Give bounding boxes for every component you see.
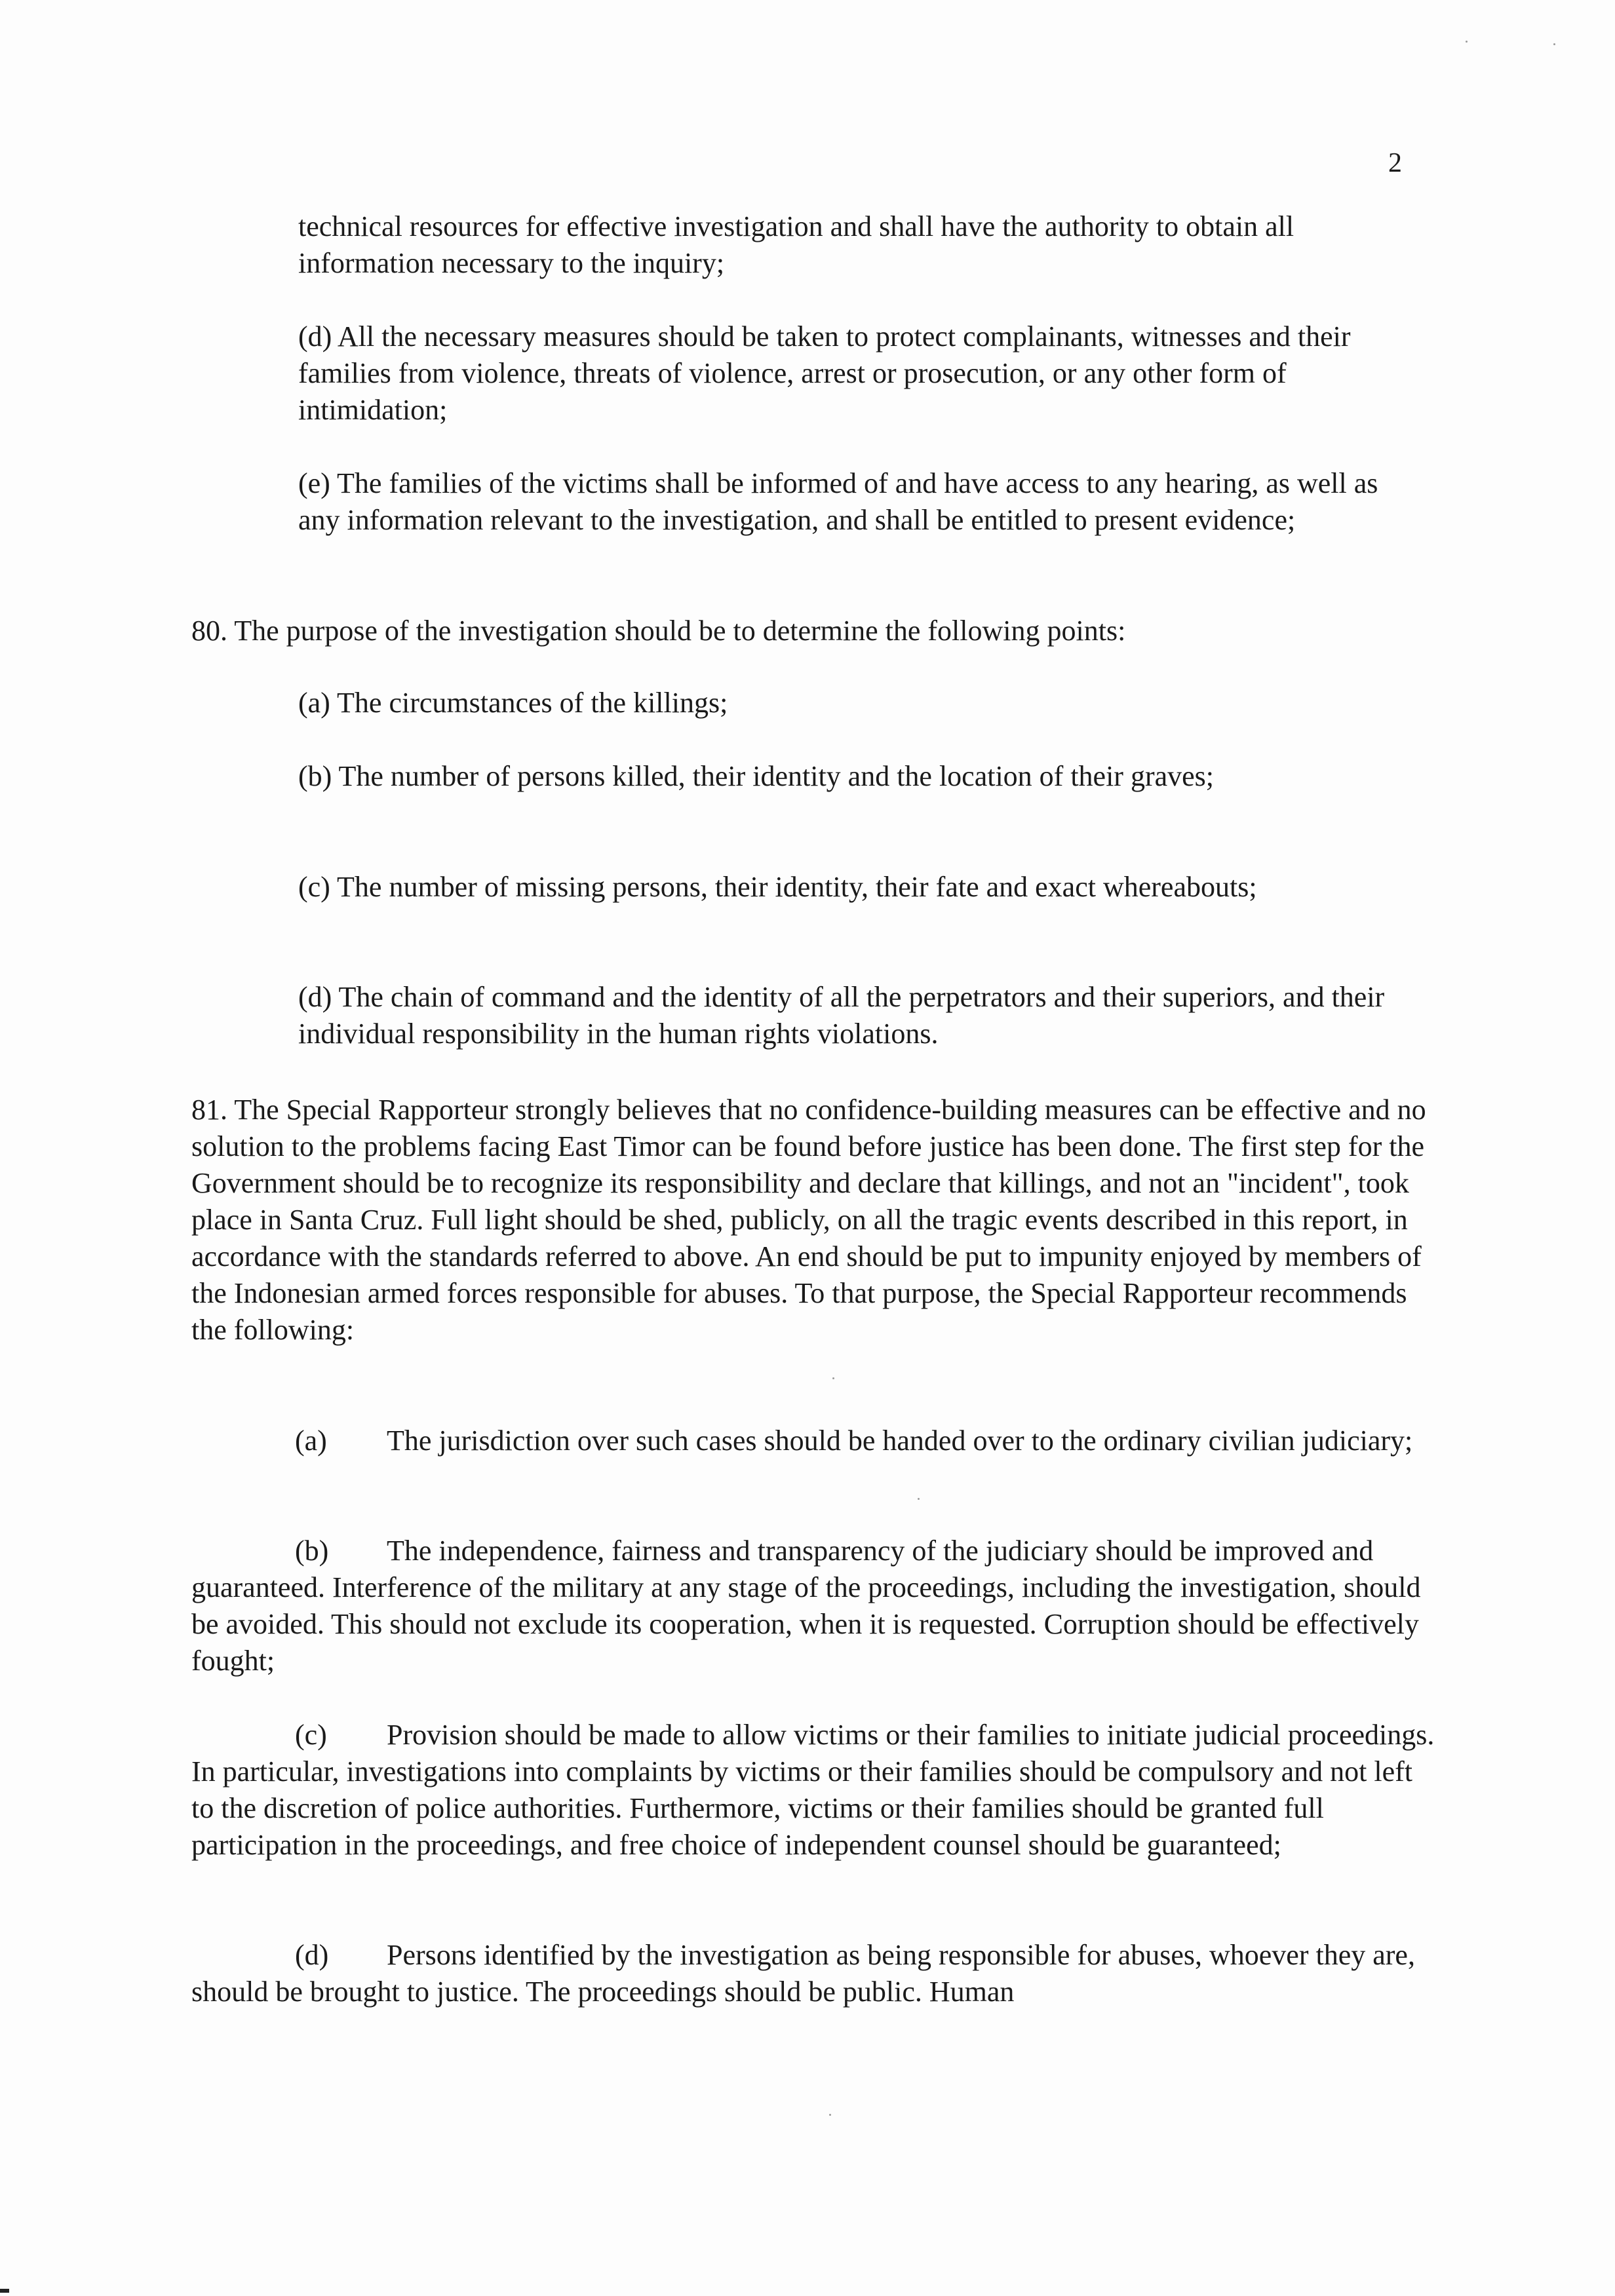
- investigation-item-d: (d) All the necessary measures should be taken to protect complainants, witnesses and their families from violence, threats of violence, arrest or prosecution, or any other form of intimidation;: [298, 320, 1351, 426]
- point-b: (b) The number of persons killed, their identity and the location of their graves;: [298, 760, 1215, 792]
- scan-speck: [832, 1377, 834, 1379]
- scan-speck: [1466, 41, 1468, 43]
- recommendation-label: (a): [295, 1425, 327, 1457]
- scan-speck: [918, 1498, 920, 1500]
- recommendation-text: The jurisdiction over such cases should be handed over to the ordinary civilian judiciary;: [387, 1425, 1413, 1457]
- page-number: 2: [1388, 148, 1402, 178]
- recommendation-label: (b): [295, 1535, 329, 1567]
- point-a: (a) The circumstances of the killings;: [298, 687, 728, 719]
- recommendation-c: [191, 1717, 1437, 1864]
- recommendation-label: (c): [295, 1719, 327, 1751]
- point-c: (c) The number of missing persons, their identity, their fate and exact whereabouts;: [298, 871, 1257, 903]
- recommendation-d: [191, 1937, 1437, 2010]
- scan-speck: [829, 2114, 831, 2116]
- scan-edge-mark: [0, 2289, 9, 2293]
- recommendation-text: Persons identified by the investigation as being responsible for abuses, whoever they are, should be brought to justice. The proceedings should be public. Human: [191, 1939, 1415, 2008]
- recommendation-text: Provision should be made to allow victims or their families to initiate judicial proceedings. In particular, investigations into complaints by victims or their families should be compulsory and not left to the discretion of police authorities. Furthermore, victims or their families should be granted full participation in the proceedings, and free choice of independent counsel should be guaranteed;: [191, 1719, 1435, 1861]
- point-d: (d) The chain of command and the identity of all the perpetrators and their superiors, and their individual responsibility in the human rights violations.: [298, 981, 1385, 1050]
- recommendation-a: [191, 1423, 1437, 1459]
- investigation-item-e: (e) The families of the victims shall be informed of and have access to any hearing, as well as any information relevant to the investigation, and shall be entitled to present evidence;: [298, 467, 1378, 536]
- recommendation-b: [191, 1533, 1437, 1679]
- scan-speck: [1553, 43, 1555, 45]
- paragraph-81: 81. The Special Rapporteur strongly believes that no confidence-building measures can be effective and no solution to the problems facing East Timor can be found before justice has been done. The first step for the Government should be to recognize its responsibility and declare that killings, and not an "incident", took place in Santa Cruz. Full light should be shed, publicly, on all the tragic events described in this report, in accordance with the standards referred to above. An end should be put to impunity enjoyed by members of the Indonesian armed forces responsible for abuses. To that purpose, the Special Rapporteur recommends the following:: [191, 1094, 1426, 1346]
- paragraph-80: 80. The purpose of the investigation should be to determine the following points:: [191, 615, 1126, 647]
- recommendation-label: (d): [295, 1939, 329, 1971]
- recommendation-text: The independence, fairness and transparency of the judiciary should be improved and guaranteed. Interference of the military at any stage of the proceedings, including the investigation, should be avoided. This should not exclude its cooperation, when it is requested. Corruption should be effectively fought;: [191, 1535, 1421, 1677]
- continuation-paragraph: technical resources for effective investigation and shall have the authority to obtain all information necessary to the inquiry;: [298, 210, 1294, 279]
